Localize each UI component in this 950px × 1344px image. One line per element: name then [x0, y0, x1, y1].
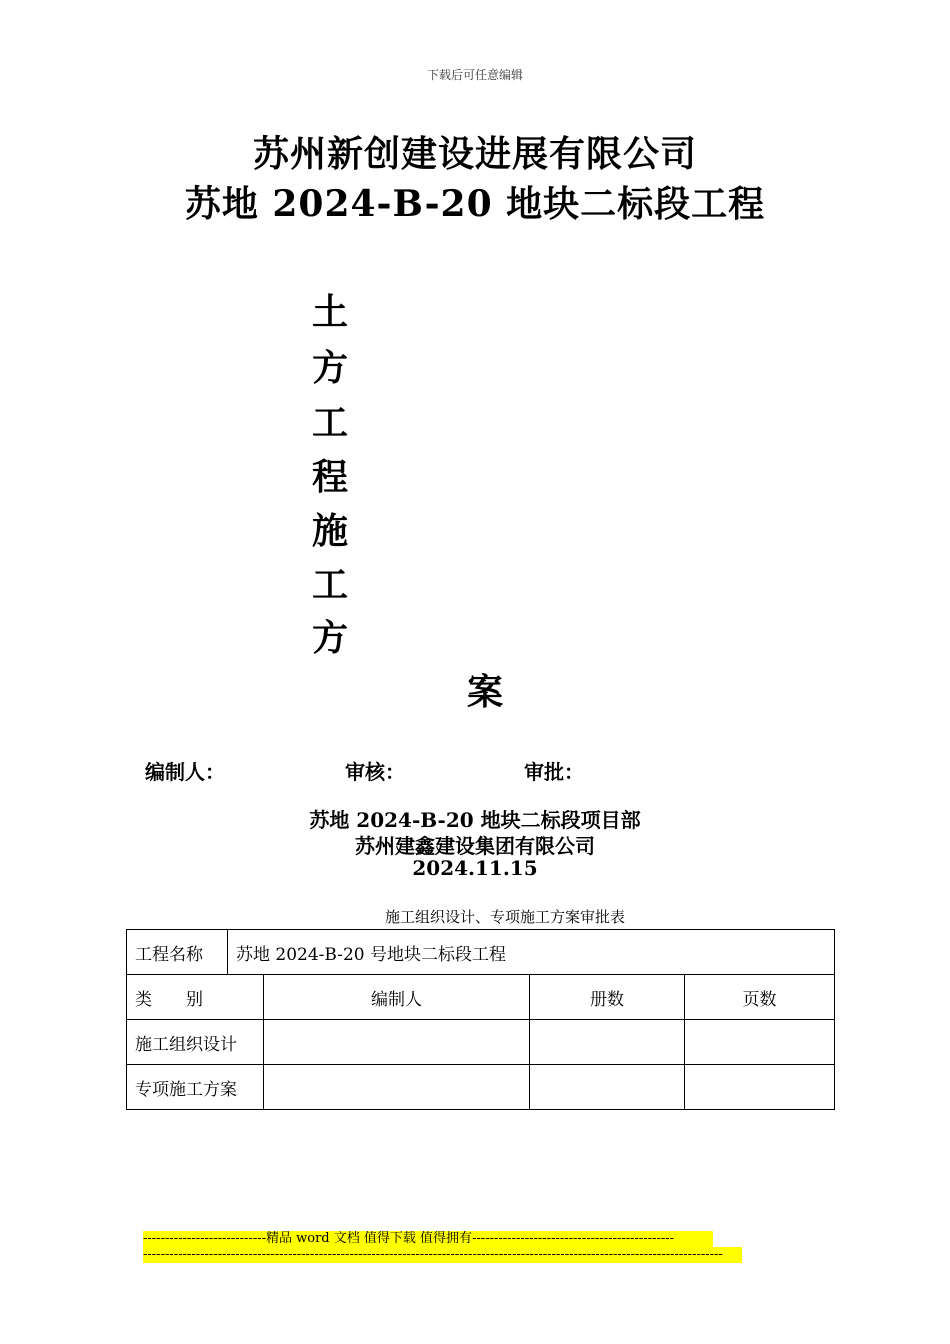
- watermark-line-2: ------------------------------------------------------------------------------------------------------------------------------------: [143, 1247, 742, 1263]
- doc-title-char-8: 案: [466, 671, 503, 713]
- doc-title-char-5: 施: [311, 510, 348, 552]
- row-pages-cell[interactable]: [685, 1020, 835, 1065]
- project-name-value: 苏地 2024-B-20 号地块二标段工程: [228, 930, 835, 975]
- row-volumes-cell[interactable]: [530, 1020, 685, 1065]
- doc-title-char-6: 工: [311, 564, 348, 606]
- row-pages-cell[interactable]: [685, 1065, 835, 1110]
- footer-dept: 苏地 2024-B-20 地块二标段项目部: [309, 808, 641, 832]
- doc-title-char-7: 方: [311, 617, 348, 659]
- row-compiler-cell[interactable]: [264, 1065, 530, 1110]
- footer-date: 2024.11.15: [412, 856, 538, 880]
- doc-title-char-3: 工: [311, 402, 348, 444]
- table-header-row: [127, 975, 835, 1020]
- header-pages: 页数: [685, 975, 835, 1020]
- approval-table: [126, 929, 835, 1110]
- watermark-line-1: ----------------------------精品 word 文档 值得下载 值得拥有----------------------------------------------: [143, 1231, 713, 1247]
- row-compiler-cell[interactable]: [264, 1020, 530, 1065]
- reviewer-label: 审核：: [345, 760, 405, 784]
- row-volumes-cell[interactable]: [530, 1065, 685, 1110]
- project-title: 苏地 2024-B-20 地块二标段工程: [184, 183, 766, 225]
- doc-title-char-4: 程: [311, 456, 348, 498]
- table-caption: 施工组织设计、专项施工方案审批表: [384, 908, 625, 926]
- compiler-label: 编制人：: [145, 760, 225, 784]
- header-compiler: 编制人: [264, 975, 530, 1020]
- table-row: [127, 1020, 835, 1065]
- table-row-project: [127, 930, 835, 975]
- doc-title-char-2: 方: [311, 347, 348, 389]
- table-row: [127, 1065, 835, 1110]
- header-volumes: 册数: [530, 975, 685, 1020]
- header-category: 类 别: [127, 975, 264, 1020]
- project-name-label: 工程名称: [127, 930, 228, 975]
- doc-title-char-1: 土: [311, 291, 348, 333]
- company-title: 苏州新创建设进展有限公司: [252, 133, 697, 175]
- row-category: 专项施工方案: [127, 1065, 264, 1110]
- header-note: 下载后可任意编辑: [426, 68, 523, 82]
- footer-company: 苏州建鑫建设集团有限公司: [355, 834, 595, 858]
- approver-label: 审批：: [524, 760, 584, 784]
- row-category: 施工组织设计: [127, 1020, 264, 1065]
